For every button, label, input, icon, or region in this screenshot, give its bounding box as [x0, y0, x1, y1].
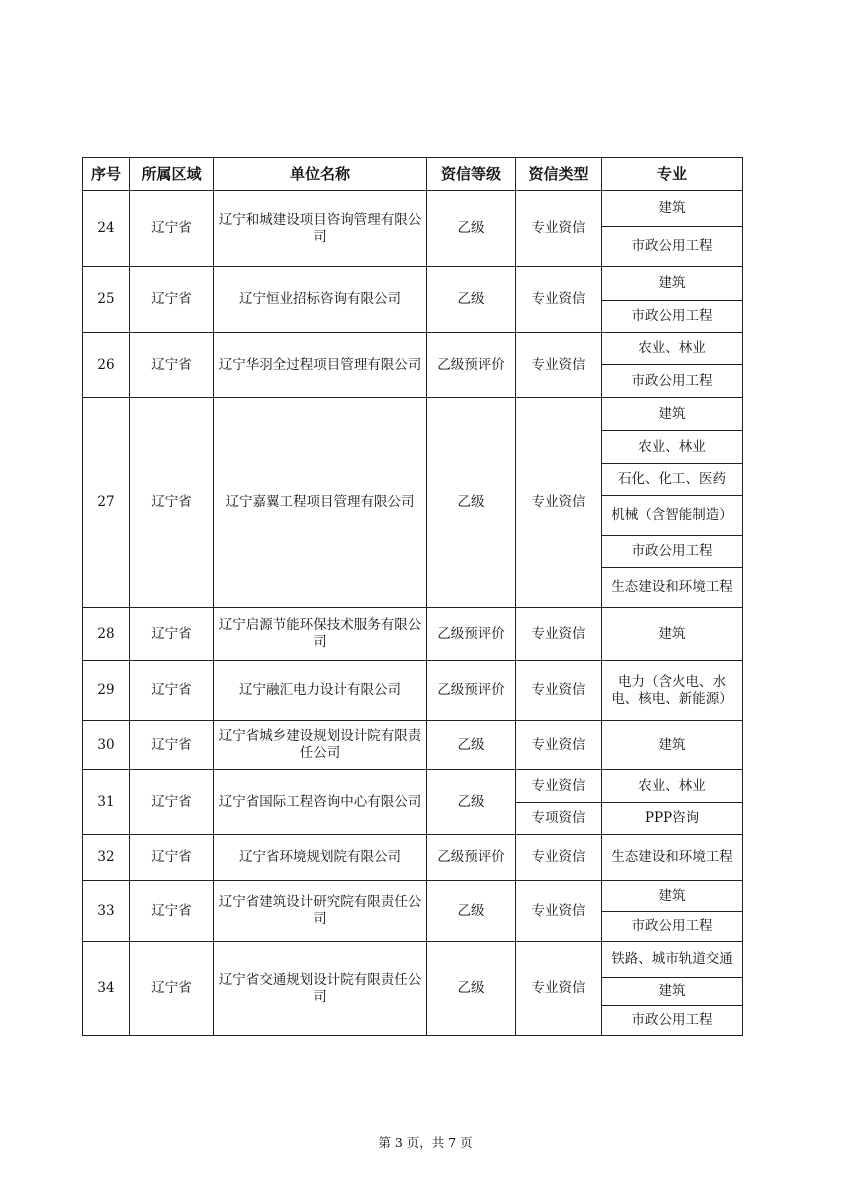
- region-cell: 辽宁省: [130, 608, 214, 661]
- major-cell: 铁路、城市轨道交通: [602, 942, 743, 978]
- major-cell: 市政公用工程: [602, 365, 743, 398]
- grade-cell: 乙级: [427, 881, 516, 942]
- type-cell: 专业资信: [516, 942, 602, 1036]
- seq-cell: 32: [83, 835, 130, 881]
- region-cell: 辽宁省: [130, 942, 214, 1036]
- type-cell: 专业资信: [516, 608, 602, 661]
- major-cell: 生态建设和环境工程: [602, 835, 743, 881]
- type-cell: 专业资信: [516, 835, 602, 881]
- table-row: [83, 267, 743, 301]
- major-cell: 石化、化工、医药: [602, 464, 743, 496]
- unit-name-cell: 辽宁华羽全过程项目管理有限公司: [214, 333, 427, 398]
- grade-cell: 乙级: [427, 942, 516, 1036]
- header-grade: 资信等级: [427, 158, 516, 191]
- major-cell: PPP咨询: [602, 803, 743, 835]
- major-cell: 建筑: [602, 721, 743, 770]
- unit-name-cell: 辽宁恒业招标咨询有限公司: [214, 267, 427, 333]
- table-row: [83, 191, 743, 227]
- major-cell: 农业、林业: [602, 770, 743, 803]
- seq-cell: 33: [83, 881, 130, 942]
- grade-cell: 乙级: [427, 770, 516, 835]
- seq-cell: 26: [83, 333, 130, 398]
- major-cell: 市政公用工程: [602, 301, 743, 333]
- grade-cell: 乙级预评价: [427, 333, 516, 398]
- major-cell: 农业、林业: [602, 333, 743, 365]
- seq-cell: 25: [83, 267, 130, 333]
- table-row: [83, 721, 743, 770]
- region-cell: 辽宁省: [130, 191, 214, 267]
- major-cell: 机械（含智能制造）: [602, 496, 743, 536]
- major-cell: 建筑: [602, 881, 743, 912]
- type-cell: 专业资信: [516, 267, 602, 333]
- major-cell: 建筑: [602, 978, 743, 1006]
- unit-name-cell: 辽宁省城乡建设规划设计院有限责任公司: [214, 721, 427, 770]
- grade-cell: 乙级: [427, 267, 516, 333]
- grade-cell: 乙级: [427, 191, 516, 267]
- major-cell: 建筑: [602, 267, 743, 301]
- seq-cell: 31: [83, 770, 130, 835]
- region-cell: 辽宁省: [130, 770, 214, 835]
- seq-cell: 34: [83, 942, 130, 1036]
- major-cell: 建筑: [602, 608, 743, 661]
- grade-cell: 乙级: [427, 398, 516, 608]
- type-cell: 专业资信: [516, 721, 602, 770]
- type-cell: 专业资信: [516, 661, 602, 721]
- region-cell: 辽宁省: [130, 835, 214, 881]
- table-row: [83, 608, 743, 661]
- grade-cell: 乙级预评价: [427, 835, 516, 881]
- type-cell: 专业资信: [516, 398, 602, 608]
- table-row: [83, 398, 743, 431]
- table-row: [83, 942, 743, 978]
- region-cell: 辽宁省: [130, 267, 214, 333]
- unit-name-cell: 辽宁省交通规划设计院有限责任公司: [214, 942, 427, 1036]
- major-cell: 市政公用工程: [602, 536, 743, 568]
- region-cell: 辽宁省: [130, 661, 214, 721]
- major-cell: 电力（含火电、水电、核电、新能源）: [602, 661, 743, 721]
- type-cell: 专业资信: [516, 770, 602, 803]
- unit-name-cell: 辽宁省国际工程咨询中心有限公司: [214, 770, 427, 835]
- seq-cell: 28: [83, 608, 130, 661]
- region-cell: 辽宁省: [130, 721, 214, 770]
- major-cell: 市政公用工程: [602, 227, 743, 267]
- major-cell: 建筑: [602, 398, 743, 431]
- type-cell: 专业资信: [516, 881, 602, 942]
- table-row: [83, 881, 743, 912]
- unit-name-cell: 辽宁省建筑设计研究院有限责任公司: [214, 881, 427, 942]
- major-cell: 市政公用工程: [602, 912, 743, 942]
- type-cell: 专业资信: [516, 191, 602, 267]
- seq-cell: 29: [83, 661, 130, 721]
- header-major: 专业: [602, 158, 743, 191]
- seq-cell: 24: [83, 191, 130, 267]
- unit-name-cell: 辽宁启源节能环保技术服务有限公司: [214, 608, 427, 661]
- major-cell: 市政公用工程: [602, 1006, 743, 1036]
- header-region: 所属区域: [130, 158, 214, 191]
- table-row: [83, 333, 743, 365]
- grade-cell: 乙级预评价: [427, 608, 516, 661]
- unit-name-cell: 辽宁融汇电力设计有限公司: [214, 661, 427, 721]
- major-cell: 农业、林业: [602, 431, 743, 464]
- page-footer: 第 3 页，共 7 页: [378, 1135, 473, 1150]
- unit-name-cell: 辽宁和城建设项目咨询管理有限公司: [214, 191, 427, 267]
- unit-name-cell: 辽宁省环境规划院有限公司: [214, 835, 427, 881]
- grade-cell: 乙级预评价: [427, 661, 516, 721]
- major-cell: 生态建设和环境工程: [602, 568, 743, 608]
- table-row: [83, 661, 743, 721]
- type-cell: 专项资信: [516, 803, 602, 835]
- region-cell: 辽宁省: [130, 398, 214, 608]
- table-row: [83, 770, 743, 803]
- major-cell: 建筑: [602, 191, 743, 227]
- unit-name-cell: 辽宁嘉翼工程项目管理有限公司: [214, 398, 427, 608]
- grade-cell: 乙级: [427, 721, 516, 770]
- type-cell: 专业资信: [516, 333, 602, 398]
- header-type: 资信类型: [516, 158, 602, 191]
- header-seq: 序号: [83, 158, 130, 191]
- region-cell: 辽宁省: [130, 333, 214, 398]
- region-cell: 辽宁省: [130, 881, 214, 942]
- seq-cell: 30: [83, 721, 130, 770]
- table-header-row: [83, 158, 743, 191]
- table-row: [83, 835, 743, 881]
- header-unit: 单位名称: [214, 158, 427, 191]
- qualification-table: [82, 157, 743, 1036]
- seq-cell: 27: [83, 398, 130, 608]
